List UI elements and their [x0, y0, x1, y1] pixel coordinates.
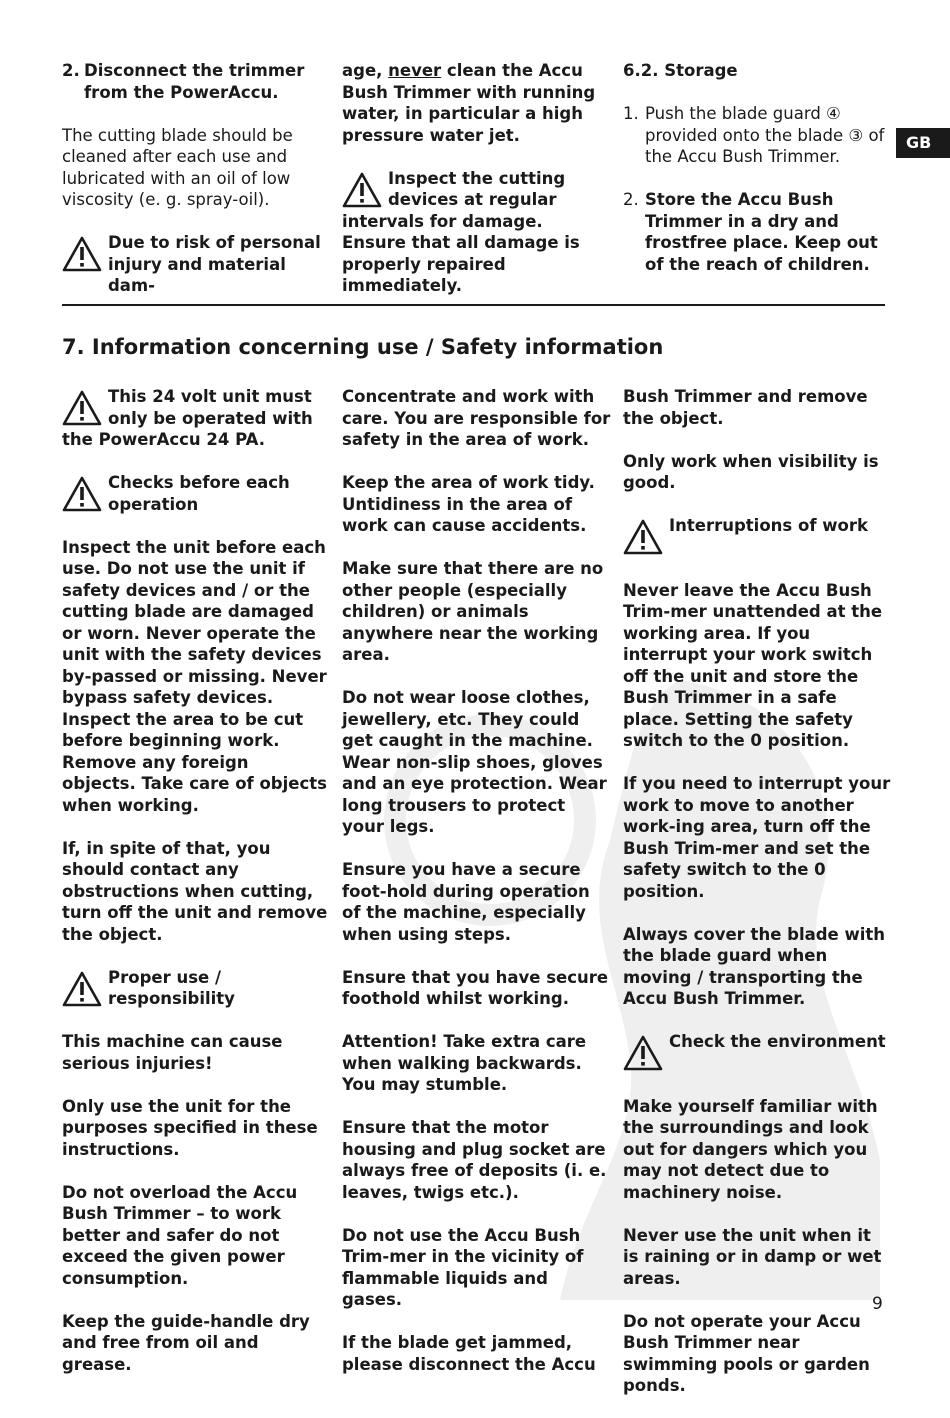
paragraph: If the blade get jammed, please disconnect the Accu — [342, 1333, 596, 1374]
safety-column-1 — [62, 386, 328, 1397]
paragraph: Do not wear loose clothes, jewellery, etc. They could get caught in the machine. Wear non-slip shoes, gloves and an eye protection. Wear long trousers to protect your legs. — [342, 688, 607, 836]
step-2-disconnect: 2. Disconnect the trimmer from the PowerAccu. — [62, 61, 305, 102]
paragraph: Do not overload the Accu Bush Trimmer – to work better and safer do not exceed the given power consumption. — [62, 1182, 298, 1288]
warning-block: Inspect the cutting devices at regular intervals for damage. Ensure that all damage is properly repaired immediately. — [342, 168, 580, 295]
section-heading: 7. Information concerning use / Safety information — [62, 335, 664, 359]
warning-icon — [62, 476, 102, 512]
top-column-3 — [623, 60, 891, 297]
warning-block: This 24 volt unit must only be operated with the PowerAccu 24 PA. — [62, 387, 313, 449]
warning-icon — [623, 519, 663, 555]
paragraph: Ensure that you have secure foothold whilst working. — [342, 967, 609, 1008]
paragraph: Always cover the blade with the blade guard when moving / transporting the Accu Bush Trimmer. — [623, 924, 886, 1008]
warning-icon — [62, 390, 102, 426]
storage-title: 6.2. Storage — [623, 61, 738, 80]
paragraph: Ensure you have a secure foot-hold during operation of the machine, especially when using steps. — [342, 860, 590, 944]
paragraph: Do not use the Accu Bush Trim-mer in the vicinity of flammable liquids and gases. — [342, 1225, 584, 1309]
storage-step-1: 1. Push the blade guard ④ provided onto the blade ③ of the Accu Bush Trimmer. — [623, 104, 885, 166]
warning-block: Check the environment — [623, 1031, 891, 1074]
page-number: 9 — [872, 1294, 883, 1314]
paragraph: Attention! Take extra care when walking backwards. You may stumble. — [342, 1032, 587, 1094]
paragraph: Do not operate your Accu Bush Trimmer near swimming pools or garden ponds. — [623, 1311, 870, 1395]
paragraph: Never leave the Accu Bush Trim-mer unattended at the working area. If you interrupt your work switch off the unit and store the Bush Trimmer in a safe place. Setting the safety switch to the 0 position. — [623, 580, 883, 750]
paragraph: Never use the unit when it is raining or in damp or wet areas. — [623, 1225, 882, 1288]
paragraph: If, in spite of that, you should contact any obstructions when cutting, turn off the unit and remove the object. — [62, 838, 328, 944]
paragraph: Bush Trimmer and remove the object. — [623, 387, 868, 428]
paragraph: Make sure that there are no other people (especially children) or animals anywhere near the working area. — [342, 559, 604, 664]
paragraph: Only work when visibility is good. — [623, 451, 879, 492]
warning-block: Due to risk of personal injury and material dam- — [62, 232, 324, 297]
warning-block: Interruptions of work — [623, 515, 891, 558]
warning-icon — [342, 172, 382, 208]
paragraph: This machine can cause serious injuries! — [62, 1032, 283, 1073]
language-tab: GB — [896, 128, 950, 158]
warning-block: Proper use / responsibility — [62, 967, 328, 1010]
paragraph: Ensure that the motor housing and plug socket are always free of deposits (i. e. leaves, twigs etc.). — [342, 1118, 607, 1202]
warning-icon — [62, 236, 102, 272]
storage-step-2: 2. Store the Accu Bush Trimmer in a dry and frostfree place. Keep out of the reach of children. — [623, 190, 878, 274]
paragraph: Concentrate and work with care. You are responsible for safety in the area of work. — [342, 387, 611, 449]
warning-icon — [623, 1035, 663, 1071]
warning-block: Checks before each operation — [62, 472, 328, 515]
top-column-2 — [342, 60, 610, 318]
cleaning-text: The cutting blade should be cleaned after each use and lubricated with an oil of low viscosity (e. g. spray-oil). — [62, 125, 293, 209]
paragraph: If you need to interrupt your work to move to another work-ing area, turn off the Bush Trim-mer and set the safety switch to the 0 position. — [623, 774, 891, 901]
top-column-1 — [62, 60, 324, 318]
paragraph: Make yourself familiar with the surroundings and look out for dangers which you may not detect due to machinery noise. — [623, 1096, 878, 1202]
safety-column-2 — [342, 386, 612, 1397]
paragraph: Inspect the unit before each use. Do not use the unit if safety devices and / or the cutting blade are damaged or worn. Never operate the unit with the safety devices by-passed or missing. Never bypass safety devices. Inspect the area to be cut before beginning work. Remove any foreign objects. Take care of objects when working. — [62, 537, 327, 815]
warning-icon — [62, 971, 102, 1007]
safety-column-3 — [623, 386, 891, 1418]
cleaning-warning-continued: age, never clean the Accu Bush Trimmer with running water, in particular a high pressure water jet. — [342, 61, 596, 145]
paragraph: Keep the area of work tidy. Untidiness in the area of work can cause accidents. — [342, 473, 595, 535]
paragraph: Keep the guide-handle dry and free from oil and grease. — [62, 1311, 310, 1374]
paragraph: Only use the unit for the purposes specified in these instructions. — [62, 1096, 318, 1159]
